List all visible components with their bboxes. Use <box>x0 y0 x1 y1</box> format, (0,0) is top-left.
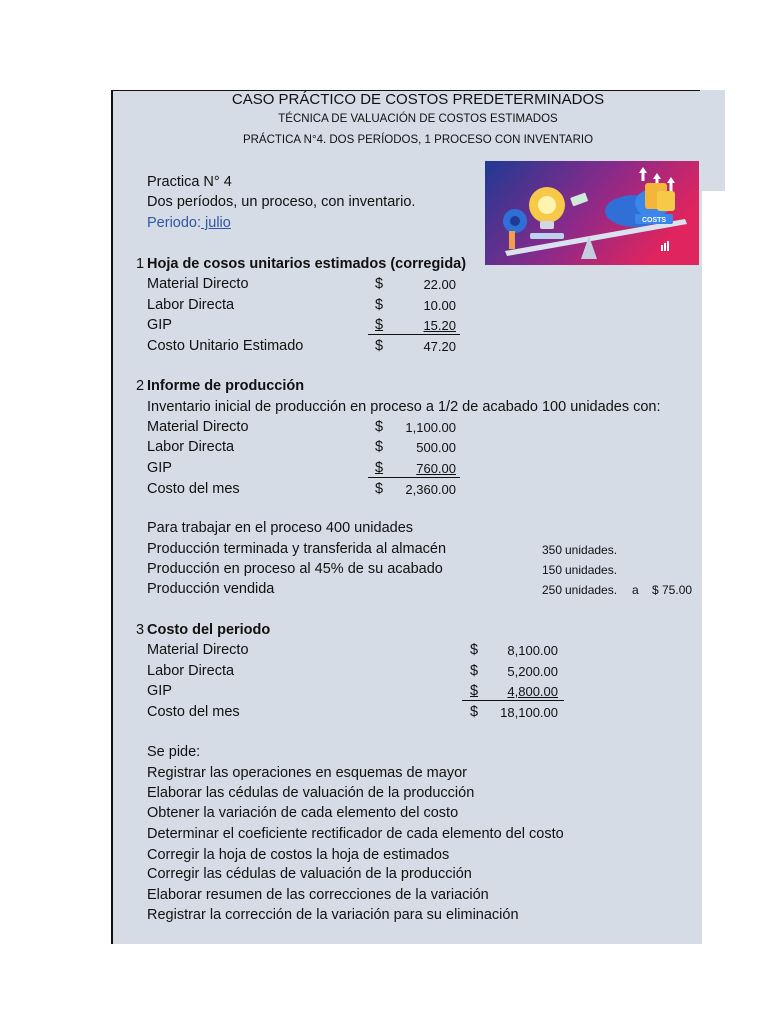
s3-row-currency: $ <box>470 663 479 679</box>
production-label: Producción terminada y transferida al almacén <box>147 541 447 557</box>
s1-row-label: GIP <box>147 317 172 333</box>
production-price: $ 75.00 <box>652 583 693 597</box>
total-rule <box>368 477 460 478</box>
s2-row-value: 760.00 <box>416 461 456 476</box>
s2-row-label: GIP <box>147 460 172 476</box>
section2-intro: Inventario inicial de producción en proceso a 1/2 de acabado 100 unidades con: <box>147 399 661 415</box>
section1-title: Hoja de cosos unitarios estimados (corregida) <box>147 256 467 272</box>
process-line: Para trabajar en el proceso 400 unidades <box>147 520 414 536</box>
s2-row-value: 500.00 <box>416 440 456 455</box>
s1-row-value: 22.00 <box>423 277 456 292</box>
ribbon-icon <box>509 231 515 249</box>
s2-total-label: Costo del mes <box>147 481 240 497</box>
s1-row-value: 10.00 <box>423 298 456 313</box>
s3-row-label: GIP <box>147 683 172 699</box>
s3-total-label: Costo del mes <box>147 704 240 720</box>
s1-total-value: 47.20 <box>423 339 456 354</box>
s1-row-label: Labor Directa <box>147 297 235 313</box>
s3-total-value: 18,100.00 <box>500 705 558 720</box>
production-label: Producción vendida <box>147 581 275 597</box>
document-subtitle-2: PRÁCTICA N°4. DOS PERÍODOS, 1 PROCESO CON INVENTARIO <box>242 134 594 146</box>
section3-title: Costo del periodo <box>147 622 271 638</box>
requirements-heading: Se pide: <box>147 744 201 760</box>
requirement-item: Registrar la corrección de la variación para su eliminación <box>147 907 519 923</box>
total-rule <box>368 334 460 335</box>
s3-row-label: Material Directo <box>147 642 249 658</box>
section1-number: 1 <box>136 256 145 272</box>
requirement-item: Registrar las operaciones en esquemas de mayor <box>147 765 467 781</box>
s1-total-currency: $ <box>375 338 384 354</box>
practice-description: Dos períodos, un proceso, con inventario. <box>147 194 416 210</box>
requirement-item: Elaborar las cédulas de valuación de la producción <box>147 785 475 801</box>
s2-total-value: 2,360.00 <box>405 482 456 497</box>
s3-row-label: Labor Directa <box>147 663 235 679</box>
s2-total-currency: $ <box>375 481 384 497</box>
document-subtitle: TÉCNICA DE VALUACIÓN DE COSTOS ESTIMADOS <box>278 113 558 125</box>
section2-title: Informe de producción <box>147 378 305 394</box>
total-rule <box>462 700 564 701</box>
section2-number: 2 <box>136 378 145 394</box>
production-unit: unidades. <box>565 543 618 557</box>
requirement-item: Obtener la variación de cada elemento del costo <box>147 805 459 821</box>
s1-row-currency: $ <box>375 317 384 333</box>
costs-illustration <box>485 161 699 265</box>
s3-total-currency: $ <box>470 704 479 720</box>
production-unit: unidades. <box>565 583 618 597</box>
period-value: julio <box>201 215 231 231</box>
s2-row-value: 1,100.00 <box>405 420 456 435</box>
s3-row-currency: $ <box>470 642 479 658</box>
s2-row-label: Material Directo <box>147 419 249 435</box>
production-label: Producción en proceso al 45% de su acabado <box>147 561 443 577</box>
s2-row-currency: $ <box>375 460 384 476</box>
s3-row-value: 5,200.00 <box>507 664 558 679</box>
period-label: Periodo: <box>147 215 202 231</box>
s3-row-currency: $ <box>470 683 479 699</box>
practice-number: Practica N° 4 <box>147 174 232 190</box>
s3-row-value: 4,800.00 <box>507 684 558 699</box>
s1-row-label: Material Directo <box>147 276 249 292</box>
production-qty: 350 <box>541 543 562 557</box>
requirement-item: Elaborar resumen de las correcciones de la variación <box>147 887 489 903</box>
costs-badge-text: COSTS <box>641 217 667 224</box>
s1-total-label: Costo Unitario Estimado <box>147 338 304 354</box>
s2-row-currency: $ <box>375 439 384 455</box>
s2-row-label: Labor Directa <box>147 439 235 455</box>
section3-number: 3 <box>136 622 145 638</box>
production-at: a <box>632 583 639 597</box>
production-unit: unidades. <box>565 563 618 577</box>
s3-row-value: 8,100.00 <box>507 643 558 658</box>
s2-row-currency: $ <box>375 419 384 435</box>
production-qty: 150 <box>541 563 562 577</box>
requirement-item: Corregir las cédulas de valuación de la producción <box>147 866 472 882</box>
document-title: CASO PRÁCTICO DE COSTOS PREDETERMINADOS <box>231 91 605 108</box>
s1-row-currency: $ <box>375 297 384 313</box>
requirement-item: Corregir la hoja de costos la hoja de estimados <box>147 847 450 863</box>
s1-row-currency: $ <box>375 276 384 292</box>
requirement-item: Determinar el coeficiente rectificador de cada elemento del costo <box>147 826 564 842</box>
period-line <box>147 214 231 232</box>
costs-illustration-graphic <box>485 161 699 265</box>
gear-icon <box>503 209 527 233</box>
s1-row-value: 15.20 <box>423 318 456 333</box>
production-qty: 250 <box>541 583 562 597</box>
